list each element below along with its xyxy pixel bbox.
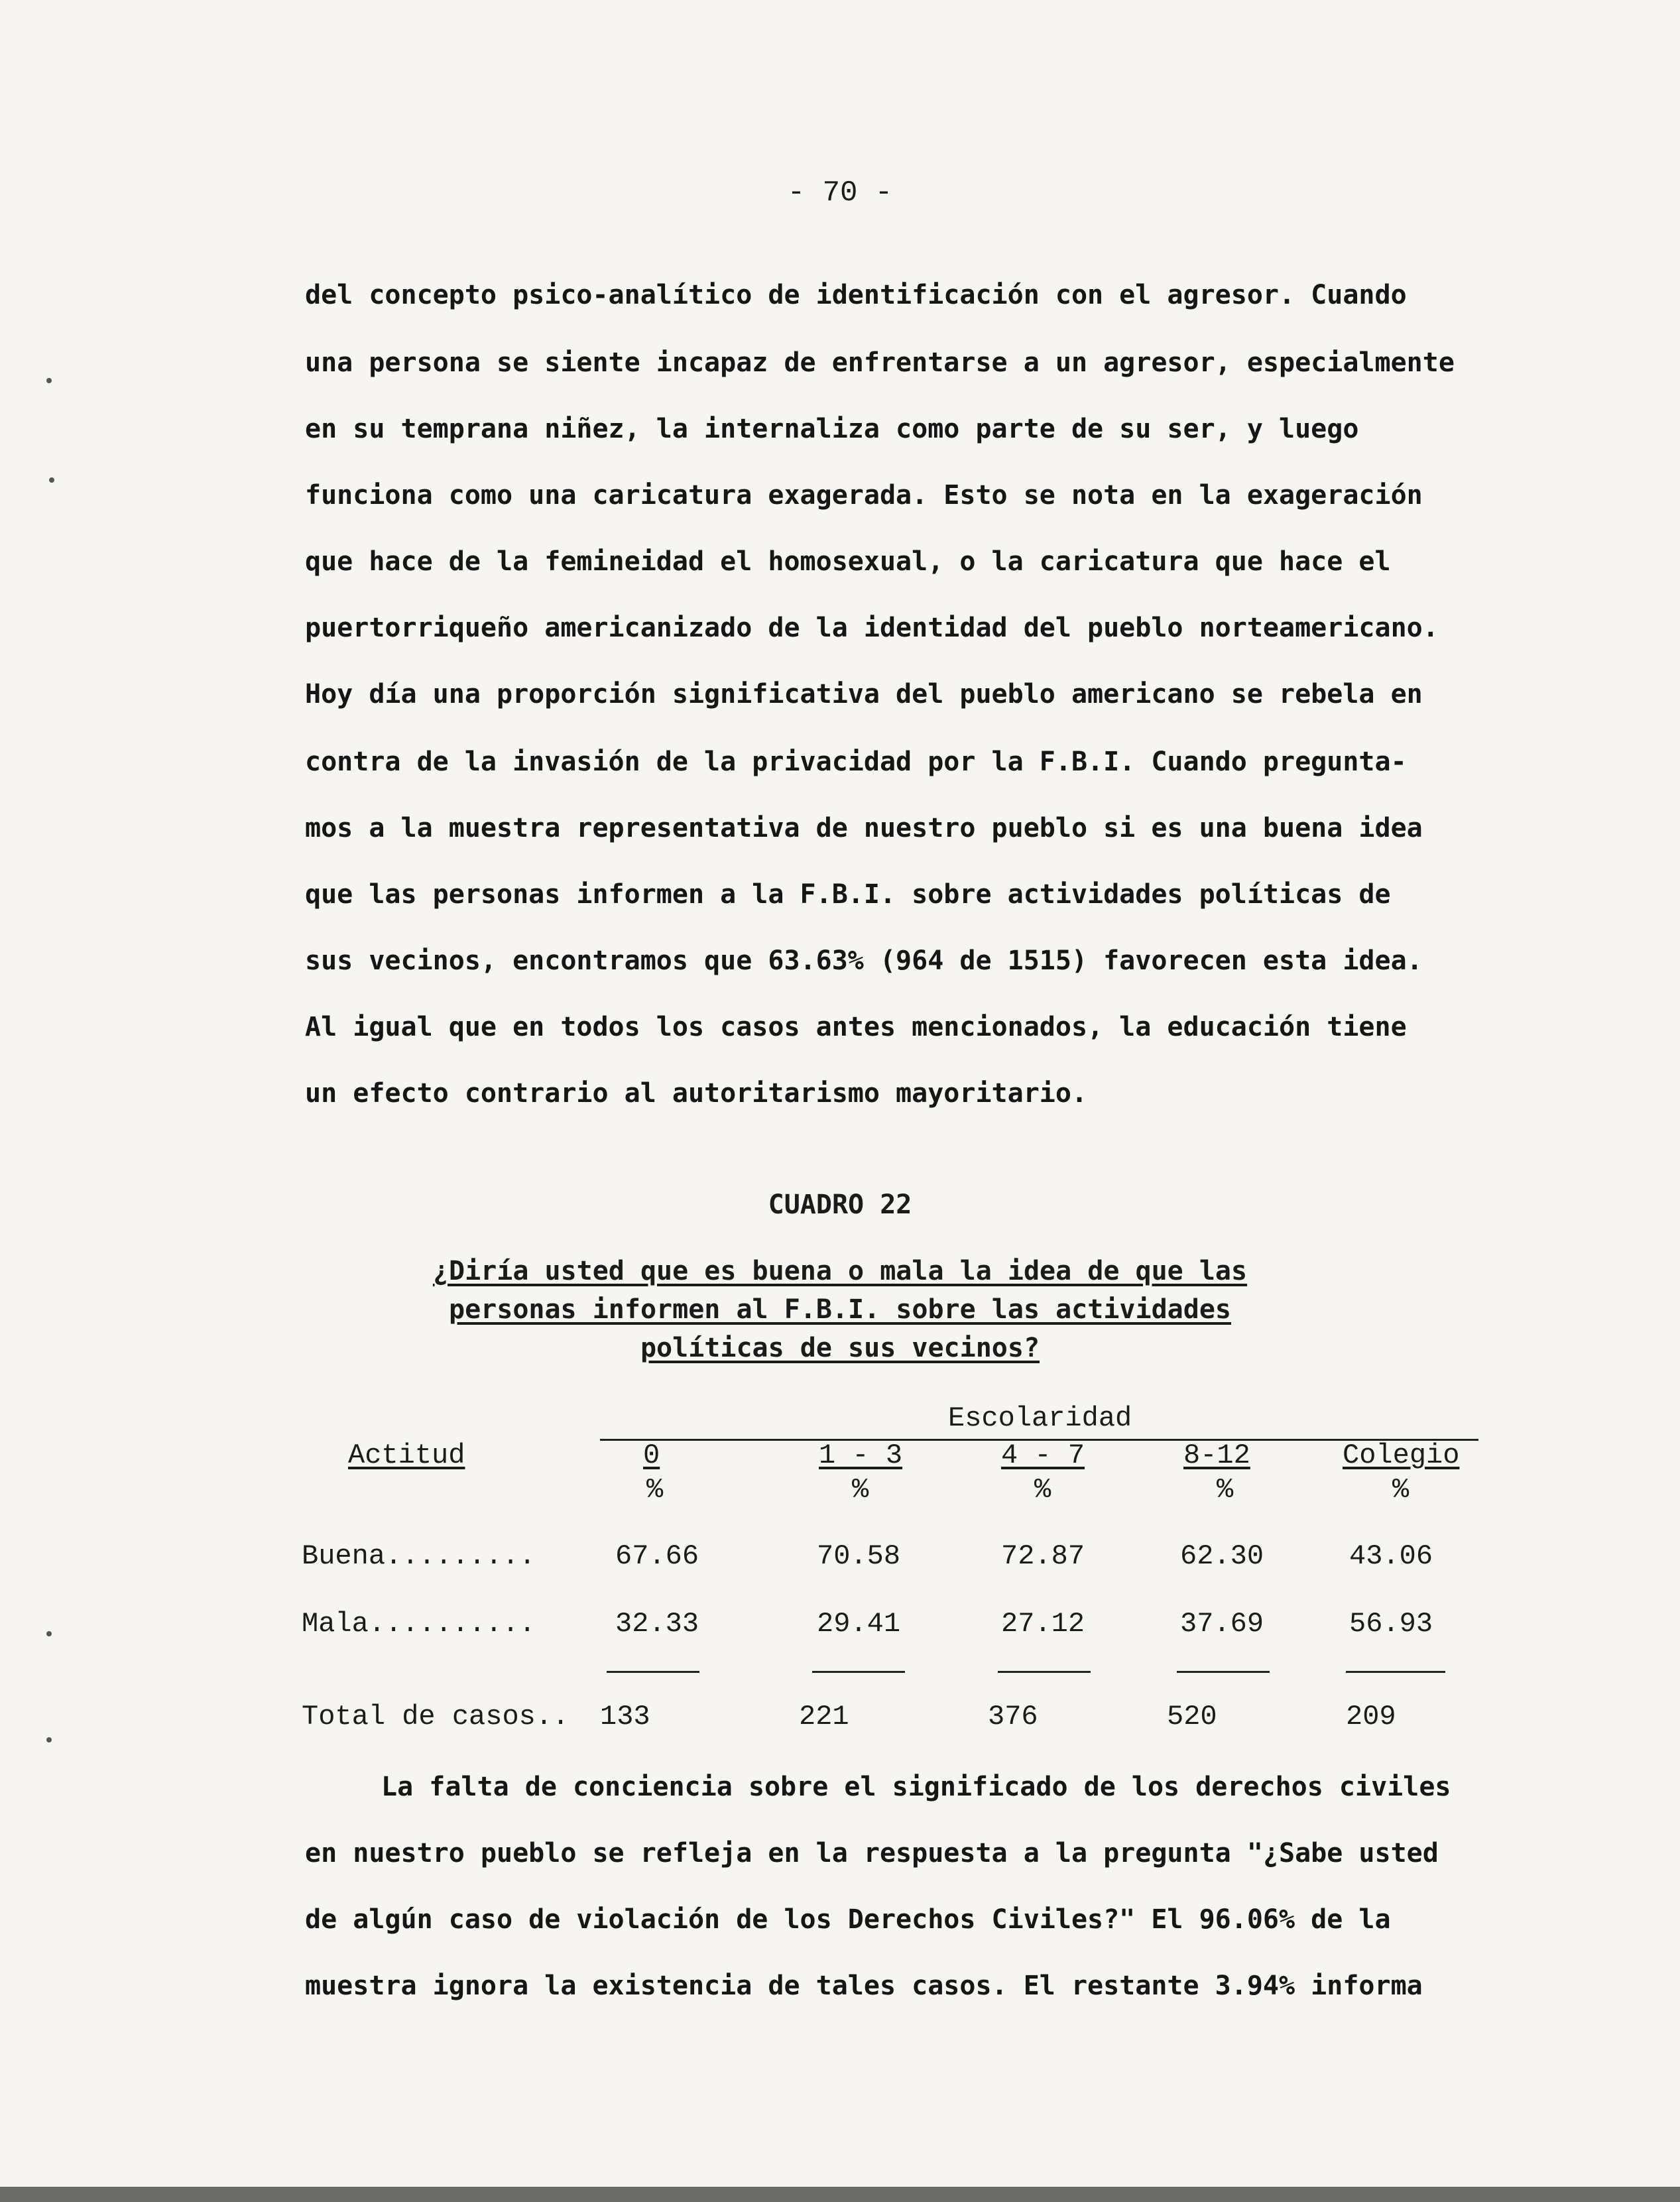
paragraph-line: mos a la muestra representativa de nuestro pueblo si es una buena idea — [305, 813, 1423, 843]
table-cell: 221 — [799, 1701, 849, 1733]
sum-rule — [1346, 1671, 1445, 1673]
unit-label: % — [852, 1474, 869, 1506]
unit-label: % — [1034, 1474, 1051, 1506]
unit-label: % — [1392, 1474, 1410, 1506]
column-header: Colegio — [1343, 1439, 1460, 1471]
paragraph-line: un efecto contrario al autoritarismo mayoritario. — [305, 1078, 1088, 1109]
sum-rule — [998, 1671, 1091, 1673]
paragraph-line: que las personas informen a la F.B.I. sobre actividades políticas de — [305, 879, 1391, 910]
table-cell: 32.33 — [615, 1608, 699, 1640]
table-cell: 70.58 — [817, 1540, 901, 1572]
paragraph-line: que hace de la femineidad el homosexual, o la caricatura que hace el — [305, 546, 1391, 577]
sum-rule — [1177, 1671, 1270, 1673]
margin-mark — [46, 1737, 52, 1743]
scan-bottom-edge — [0, 2187, 1680, 2202]
table-question-line: políticas de sus vecinos? — [640, 1333, 1040, 1363]
paragraph-line: del concepto psico-analítico de identificación con el agresor. Cuando — [305, 280, 1407, 310]
table-question-line: ¿Diría usted que es buena o mala la idea de que las — [432, 1256, 1248, 1286]
margin-mark — [46, 1631, 52, 1636]
table-cell: 376 — [988, 1701, 1038, 1733]
column-header: 8-12 — [1183, 1439, 1250, 1471]
paragraph-line: puertorriqueño americanizado de la identidad del pueblo norteamericano. — [305, 613, 1439, 643]
table-cell: 62.30 — [1180, 1540, 1264, 1572]
paragraph-line: de algún caso de violación de los Derechos Civiles?" El 96.06% de la — [305, 1904, 1391, 1935]
row-label-mala: Mala.......... — [302, 1608, 536, 1640]
table-cell: 27.12 — [1001, 1608, 1085, 1640]
table-cell: 56.93 — [1349, 1608, 1433, 1640]
table-cell: 29.41 — [817, 1608, 901, 1640]
row-label-buena: Buena......... — [302, 1540, 536, 1572]
table-cell: 67.66 — [615, 1540, 699, 1572]
column-header: 4 - 7 — [1001, 1439, 1085, 1471]
column-header: 0 — [643, 1439, 660, 1471]
paragraph-line: en nuestro pueblo se refleja en la respuesta a la pregunta "¿Sabe usted — [305, 1838, 1439, 1868]
table-question-line: personas informen al F.B.I. sobre las actividades — [448, 1294, 1232, 1325]
table-cell: 520 — [1167, 1701, 1217, 1733]
table-cell: 209 — [1346, 1701, 1396, 1733]
group-header: Escolaridad — [948, 1402, 1132, 1434]
row-label-total: Total de casos.. — [302, 1701, 570, 1733]
column-header: 1 - 3 — [819, 1439, 903, 1471]
paragraph-line: muestra ignora la existencia de tales casos. El restante 3.94% informa — [305, 1971, 1423, 2001]
margin-mark — [46, 378, 52, 383]
table-cell: 43.06 — [1349, 1540, 1433, 1572]
paragraph-line: Hoy día una proporción significativa del pueblo americano se rebela en — [305, 679, 1423, 709]
unit-label: % — [646, 1474, 664, 1506]
table-cell: 37.69 — [1180, 1608, 1264, 1640]
table-cell: 133 — [600, 1701, 650, 1733]
paragraph-line: contra de la invasión de la privacidad por la F.B.I. Cuando pregunta- — [305, 747, 1407, 777]
table-title: CUADRO 22 — [768, 1190, 912, 1220]
row-header: Actitud — [348, 1439, 465, 1471]
page-number: - 70 - — [787, 176, 893, 210]
sum-rule — [812, 1671, 905, 1673]
paragraph-line: una persona se siente incapaz de enfrentarse a un agresor, especialmente — [305, 347, 1455, 378]
unit-label: % — [1217, 1474, 1234, 1506]
paragraph-line: en su temprana niñez, la internaliza como parte de su ser, y luego — [305, 414, 1359, 444]
sum-rule — [607, 1671, 699, 1673]
paragraph-line: funciona como una caricatura exagerada. Esto se nota en la exageración — [305, 480, 1423, 511]
margin-mark — [49, 477, 54, 483]
paragraph-line: Al igual que en todos los casos antes mencionados, la educación tiene — [305, 1012, 1407, 1042]
paragraph-line: La falta de conciencia sobre el significado de los derechos civiles — [381, 1772, 1451, 1802]
paragraph-line: sus vecinos, encontramos que 63.63% (964 de 1515) favorecen esta idea. — [305, 946, 1423, 976]
table-cell: 72.87 — [1001, 1540, 1085, 1572]
